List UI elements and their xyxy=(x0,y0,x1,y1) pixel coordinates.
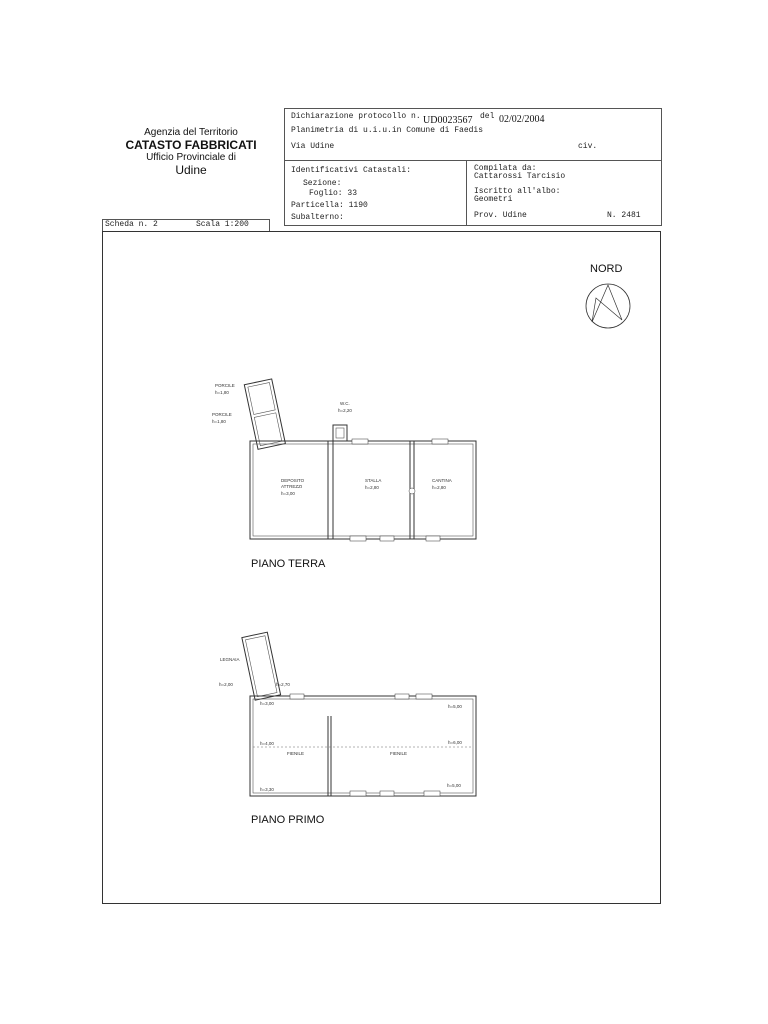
height-bottom-left: h=3,30 xyxy=(260,787,274,792)
first-floor-plan xyxy=(240,630,480,802)
deposito-label: DEPOSITO xyxy=(281,478,305,483)
drawing-frame xyxy=(102,231,661,904)
protocol-date: 02/02/2004 xyxy=(499,114,545,125)
legnaia-label: LEGNAIA xyxy=(220,657,240,662)
porcile-height-2: h=1,80 xyxy=(212,419,226,424)
address: Via Udine xyxy=(291,142,335,151)
height-top-left: h=3,00 xyxy=(260,701,274,706)
planimetry-line: Planimetria di u.i.u.in Comune di Faedis xyxy=(291,126,484,135)
protocol-number: UD0023567 xyxy=(423,115,473,126)
office-label: Ufficio Provinciale di xyxy=(146,152,236,163)
ground-floor-plan xyxy=(240,375,480,545)
particella: Particella: 1190 xyxy=(291,201,368,210)
ground-floor-title: PIANO TERRA xyxy=(251,558,326,570)
catasto-title: CATASTO FABBRICATI xyxy=(125,138,257,152)
compiler-title: Compilata da: xyxy=(474,164,537,173)
sheet-number: Scheda n. 2 xyxy=(105,220,158,229)
identifiers-title: Identificativi Catastali: xyxy=(291,166,412,175)
civ-label: civ. xyxy=(578,142,598,151)
stalla-label: STALLA xyxy=(365,478,382,483)
deposito-label-2: ATTREZZI xyxy=(281,484,303,489)
foglio: Foglio: 33 xyxy=(309,189,358,198)
albo-value: Geometri xyxy=(474,195,513,204)
albo-label: Iscritto all'albo: xyxy=(474,187,561,196)
porcile-label-2: PORCILE xyxy=(212,412,232,417)
agency-block xyxy=(96,127,286,177)
wc-label: W.C. xyxy=(340,401,350,406)
legnaia-height-right: h=2,70 xyxy=(276,682,290,687)
date-label: del xyxy=(480,112,495,121)
sheet-scale: Scala 1:200 xyxy=(196,220,249,229)
height-bottom-right: h=5,00 xyxy=(447,783,461,788)
agency-name: Agenzia del Territorio xyxy=(144,127,238,138)
height-mid-right: h=6,00 xyxy=(448,740,462,745)
header-column-divider xyxy=(466,160,467,225)
compiler-name: Cattarossi Tarcisio xyxy=(474,172,566,181)
fienile-label-2: FIENILE xyxy=(390,751,408,756)
office-city: Udine xyxy=(175,163,207,177)
fienile-label-1: FIENILE xyxy=(287,751,305,756)
wc-height: h=2,20 xyxy=(338,408,352,413)
stalla-height: h=2,80 xyxy=(365,485,379,490)
height-top-right: h=5,00 xyxy=(448,704,462,709)
height-mid-left: h=4,00 xyxy=(260,741,274,746)
protocol-label: Dichiarazione protocollo n. xyxy=(291,112,421,121)
province: Prov. Udine xyxy=(474,211,527,220)
subalterno: Subalterno: xyxy=(291,213,344,222)
legnaia-height: h=2,00 xyxy=(219,682,233,687)
first-floor-title: PIANO PRIMO xyxy=(251,814,325,826)
registration-number: N. 2481 xyxy=(607,211,641,220)
sezione: Sezione: xyxy=(303,179,342,188)
cantina-label: CANTINA xyxy=(432,478,452,483)
porcile-height-1: h=1,80 xyxy=(215,390,229,395)
deposito-height: h=3,00 xyxy=(281,491,295,496)
north-compass-icon xyxy=(584,282,632,330)
porcile-label-1: PORCILE xyxy=(215,383,235,388)
cantina-height: h=2,80 xyxy=(432,485,446,490)
compass-label: NORD xyxy=(590,263,623,275)
header-divider xyxy=(284,160,661,161)
